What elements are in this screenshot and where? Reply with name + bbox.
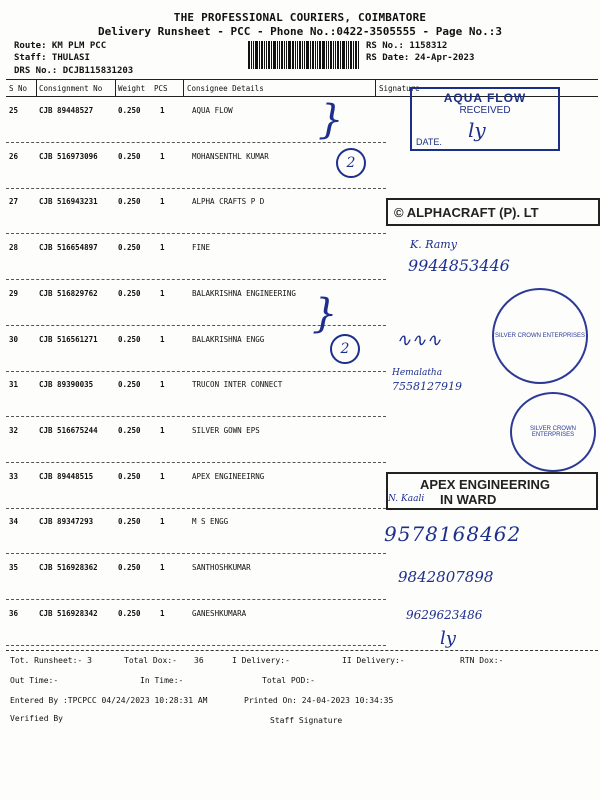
barcode-bar [261,41,263,69]
entered-by: Entered By :TPCPCC 04/24/2023 10:28:31 AM [10,696,208,705]
barcode-bar [319,41,321,69]
cell-pcs: 1 [160,334,165,344]
cell-pcs: 1 [160,517,165,527]
cell-consignment: CJB 89390035 [39,380,94,390]
cell-consignment: CJB 89347293 [39,517,94,527]
cell-sno: 31 [9,380,19,390]
cell-consignee: TRUCON INTER CONNECT [192,380,283,390]
cell-weight: 0.250 [118,563,141,572]
count-circle: 2 [336,148,366,178]
barcode-bar [310,41,311,69]
cell-sno: 36 [9,608,19,618]
barcode-bar [297,41,298,69]
barcode-bar [248,41,250,69]
table-row [6,601,598,646]
apex-stamp-title: APEX ENGINEERING [420,477,551,492]
handwritten-phone: 9629623486 [406,608,483,622]
cell-pcs: 1 [160,425,165,435]
cell-pcs: 1 [160,106,165,115]
tot-runsheet: Tot. Runsheet:- 3 [10,656,92,665]
col-consignee: Consignee Details [187,84,264,93]
barcode-bar [330,41,332,69]
cell-consignee: ALPHA CRAFTS P D [192,197,265,207]
ii-delivery: II Delivery:- [342,656,405,665]
footer-rule [6,650,598,651]
cell-pcs: 1 [160,243,165,253]
alphacraft-stamp: © ALPHACRAFT (P). LT [386,198,600,226]
cell-pcs: 1 [160,608,165,618]
cell-weight: 0.250 [118,106,141,115]
signature-mark: ly [468,118,486,142]
in-time: In Time:- [140,676,184,685]
barcode-bar [299,41,301,69]
cell-pcs: 1 [160,563,165,572]
total-pod: Total POD:- [262,676,315,685]
cell-sno: 33 [9,471,19,481]
barcode-bar [259,41,260,69]
cell-consignee: BALAKRISHNA ENGINEERING [192,288,296,298]
col-divider [115,80,116,96]
barcode-bar [350,41,352,69]
cell-pcs: 1 [160,380,165,390]
i-delivery: I Delivery:- [232,656,290,665]
rtn-dox: RTN Dox:- [460,656,504,665]
barcode-bar [302,41,303,69]
cell-consignment: CJB 516943231 [39,197,98,207]
barcode [248,41,360,69]
barcode-bar [317,41,318,69]
cell-consignment: CJB 516561271 [39,334,98,344]
count-circle: 2 [330,334,360,364]
signature-mark: ly [440,628,456,649]
barcode-bar [253,41,254,69]
cell-weight: 0.250 [118,380,141,390]
barcode-bar [277,41,278,69]
cell-weight: 0.250 [118,151,141,161]
brace-mark: } [312,291,338,337]
cell-sno: 34 [9,517,19,527]
barcode-bar [264,41,265,69]
cell-weight: 0.250 [118,425,141,435]
barcode-bar [312,41,314,69]
drs-number: DRS No.: DCJB115831203 [14,66,134,76]
apex-stamp [386,472,598,510]
rs-date: RS Date: 24-Apr-2023 [366,53,475,63]
table-row [6,555,598,600]
cell-sno: 35 [9,563,19,572]
apex-stamp-inward: IN WARD [440,492,497,507]
cell-consignment: CJB 516973096 [39,151,98,161]
cell-weight: 0.250 [118,471,141,481]
handwritten-name: N. Kaali [388,494,425,504]
brace-mark: } [318,97,344,143]
barcode-bar [284,41,285,69]
barcode-bar [335,41,336,69]
barcode-bar [322,41,325,69]
printed-on: Printed On: 24-04-2023 10:34:35 [244,696,394,705]
cell-consignee: AQUA FLOW [192,106,233,115]
handwritten-name: Hemalatha [392,368,443,378]
header-top-rule [6,79,598,80]
cell-consignment: CJB 516829762 [39,288,98,298]
cell-sno: 25 [9,106,19,115]
cell-sno: 30 [9,334,19,344]
barcode-bar [288,41,291,69]
barcode-bar [315,41,316,69]
barcode-bar [306,41,309,69]
verified-by: Verified By [10,714,63,723]
handwritten-signature: ∿∿∿ [396,330,442,351]
handwritten-phone: 9578168462 [384,522,522,546]
silver-crown-seal: SILVER CROWN ENTERPRISES [510,392,596,472]
cell-pcs: 1 [160,197,165,207]
barcode-bar [273,41,276,69]
col-pcs: PCS [154,84,168,93]
cell-pcs: 1 [160,471,165,481]
cell-pcs: 1 [160,151,165,161]
cell-sno: 26 [9,151,19,161]
cell-consignment: CJB 516654897 [39,243,98,253]
barcode-bar [251,41,252,69]
barcode-bar [337,41,339,69]
rs-number: RS No.: 1158312 [366,41,448,51]
table-row [6,418,598,463]
cell-consignee: M S ENGG [192,517,229,527]
barcode-bar [340,41,341,69]
col-consignment: Consignment No [39,84,103,93]
stamp-received-text: RECEIVED [459,105,511,116]
barcode-bar [358,41,359,69]
handwritten-name: K. Ramy [410,238,457,251]
stamp-aqua-flow-text: AQUA FLOW [443,91,527,105]
out-time: Out Time:- [10,676,59,685]
cell-sno: 27 [9,197,19,207]
total-dox-value: 36 [194,656,204,665]
cell-weight: 0.250 [118,288,141,298]
table-row [6,372,598,417]
route-label: Route: KM PLM PCC [14,41,107,51]
company-title: THE PROFESSIONAL COURIERS, COIMBATORE [173,11,427,24]
col-signature: Signature [379,84,420,93]
cell-consignee: SANTHOSHKUMAR [192,563,251,572]
col-sno: S No [9,84,28,93]
cell-consignment: CJB 89448515 [39,471,94,481]
cell-weight: 0.250 [118,197,141,207]
barcode-bar [266,41,267,69]
barcode-bar [342,41,345,69]
row-separator [6,645,386,646]
barcode-bar [355,41,357,69]
cell-sno: 28 [9,243,19,253]
runsheet-subtitle: Delivery Runsheet - PCC - Phone No.:0422-3505555 - Page No.:3 [98,25,502,38]
cell-consignee: SILVER GOWN EPS [192,425,260,435]
barcode-bar [333,41,334,69]
cell-pcs: 1 [160,288,165,298]
stamp-date-text: DATE. [416,137,442,147]
total-dox-label: Total Dox:- [124,656,177,665]
silver-crown-seal: SILVER CROWN ENTERPRISES [492,288,588,384]
cell-sno: 32 [9,425,19,435]
cell-consignment: CJB 516928342 [39,608,98,618]
cell-consignee: GANESHKUMARA [192,608,247,618]
col-divider [36,80,37,96]
barcode-bar [304,41,305,69]
barcode-bar [268,41,270,69]
handwritten-phone: 7558127919 [392,380,462,393]
barcode-bar [279,41,280,69]
col-divider [375,80,376,96]
barcode-bar [292,41,294,69]
cell-weight: 0.250 [118,608,141,618]
col-divider [183,80,184,96]
barcode-bar [346,41,347,69]
barcode-bar [281,41,283,69]
cell-weight: 0.250 [118,243,141,253]
staff-signature: Staff Signature [270,716,343,725]
barcode-bar [353,41,354,69]
cell-consignee: BALAKRISHNA ENGG [192,334,265,344]
col-weight: Weight [118,84,146,93]
cell-consignment: CJB 516928362 [39,563,98,572]
barcode-bar [348,41,349,69]
cell-consignee: APEX ENGINEEIRNG [192,471,265,481]
barcode-bar [326,41,327,69]
cell-consignee: FINE [192,243,211,253]
cell-weight: 0.250 [118,517,141,527]
cell-consignment: CJB 89448527 [39,106,94,115]
barcode-bar [255,41,258,69]
staff-label: Staff: THULASI [14,53,90,63]
barcode-bar [286,41,287,69]
cell-weight: 0.250 [118,334,141,344]
barcode-bar [295,41,296,69]
handwritten-phone: 9842807898 [398,568,494,586]
handwritten-phone: 9944853446 [408,256,510,275]
barcode-bar [328,41,329,69]
cell-sno: 29 [9,288,19,298]
barcode-bar [271,41,272,69]
cell-consignment: CJB 516675244 [39,425,98,435]
cell-consignee: MOHANSENTHL KUMAR [192,151,269,161]
